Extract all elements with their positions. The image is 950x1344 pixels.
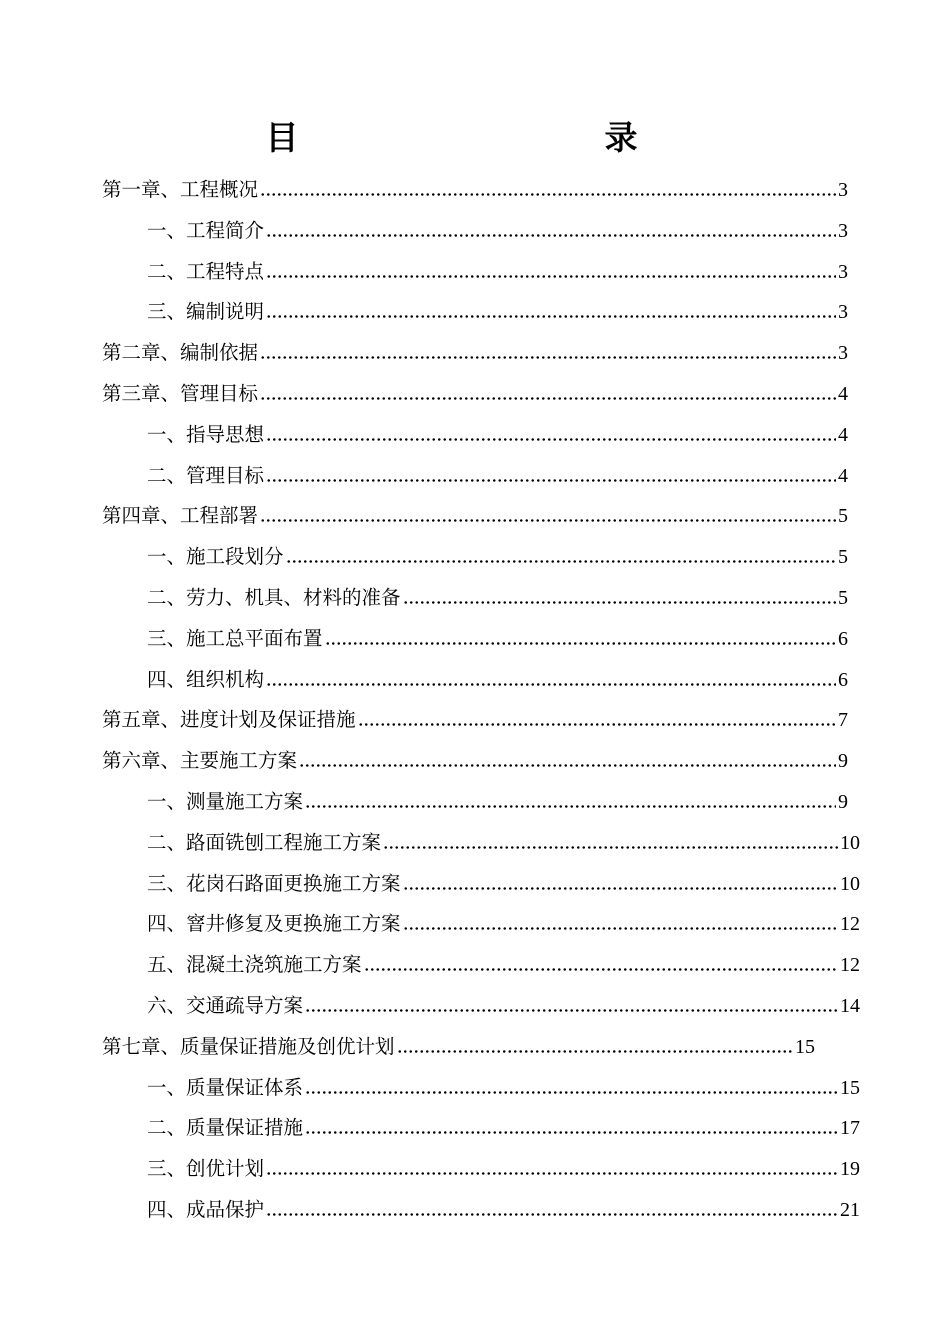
- toc-entry-label: 第六章、主要施工方案: [102, 749, 298, 773]
- toc-page-number: 4: [838, 383, 848, 405]
- toc-page-number: 5: [838, 546, 848, 569]
- toc-entry-label: 第一章、工程概况: [102, 178, 259, 201]
- toc-entry-label: 第二章、编制依据: [102, 341, 259, 365]
- toc-page-number: 12: [840, 954, 860, 977]
- toc-dot-leader: [260, 374, 836, 414]
- toc-section-entry[interactable]: [147, 252, 848, 292]
- toc-dot-leader: [266, 211, 836, 251]
- toc-chapter-entry[interactable]: [102, 170, 848, 210]
- toc-section-entry[interactable]: [147, 211, 848, 251]
- toc-chapter-entry[interactable]: [102, 496, 848, 536]
- toc-section-entry[interactable]: [147, 1068, 860, 1108]
- toc-dot-leader: [305, 1108, 838, 1148]
- toc-dot-leader: [266, 1149, 838, 1189]
- toc-dot-leader: [305, 986, 838, 1026]
- toc-dot-leader: [260, 496, 836, 536]
- toc-page-number: 21: [840, 1199, 860, 1221]
- toc-dot-leader: [383, 823, 838, 863]
- toc-entry-label: 第三章、管理目标: [102, 382, 259, 405]
- toc-dot-leader: [266, 660, 836, 700]
- toc-page-number: 17: [840, 1117, 860, 1140]
- toc-dot-leader: [266, 1190, 838, 1230]
- toc-dot-leader: [305, 1068, 838, 1108]
- toc-dot-leader: [286, 537, 836, 577]
- toc-entry-label: 第四章、工程部署: [102, 504, 259, 528]
- toc-section-entry[interactable]: [147, 415, 848, 455]
- toc-page-number: 15: [795, 1035, 815, 1058]
- toc-page-number: 3: [838, 179, 848, 201]
- toc-section-entry[interactable]: [147, 1149, 860, 1189]
- toc-dot-leader: [266, 252, 836, 292]
- toc-dot-leader: [325, 619, 836, 659]
- toc-page-number: 3: [838, 301, 848, 324]
- toc-chapter-entry[interactable]: [102, 1027, 815, 1067]
- toc-section-entry[interactable]: [147, 619, 848, 659]
- toc-entry-label: 一、工程简介: [147, 218, 265, 242]
- toc-page-number: 7: [838, 709, 848, 732]
- toc-page-number: 4: [838, 423, 848, 446]
- toc-entry-label: 三、花岗石路面更换施工方案: [147, 871, 401, 895]
- toc-section-entry[interactable]: [147, 456, 848, 496]
- toc-section-entry[interactable]: [147, 578, 848, 618]
- toc-chapter-entry[interactable]: [102, 374, 848, 414]
- toc-section-entry[interactable]: [147, 823, 860, 863]
- toc-page-number: 5: [838, 505, 848, 528]
- toc-entry-label: 三、创优计划: [147, 1157, 265, 1181]
- toc-dot-leader: [403, 904, 838, 944]
- toc-page-number: 14: [840, 995, 860, 1017]
- toc-page-number: 9: [838, 750, 848, 773]
- toc-entry-label: 四、组织机构: [147, 667, 265, 691]
- toc-dot-leader: [299, 741, 836, 781]
- toc-page-number: 3: [838, 260, 848, 283]
- toc-dot-leader: [266, 456, 836, 496]
- toc-section-entry[interactable]: [147, 945, 860, 985]
- toc-section-entry[interactable]: [147, 904, 860, 944]
- toc-entry-label: 一、指导思想: [147, 422, 265, 446]
- toc-page-number: 6: [838, 668, 848, 691]
- toc-entry-label: 一、测量施工方案: [147, 790, 304, 813]
- toc-entry-label: 二、劳力、机具、材料的准备: [147, 586, 401, 609]
- toc-dot-leader: [260, 333, 836, 373]
- toc-section-entry[interactable]: [147, 1190, 860, 1230]
- toc-dot-leader: [403, 864, 838, 904]
- toc-entry-label: 二、路面铣刨工程施工方案: [147, 830, 382, 854]
- toc-page-number: 12: [840, 913, 860, 936]
- toc-entry-label: 二、质量保证措施: [147, 1116, 304, 1140]
- toc-entry-label: 一、质量保证体系: [147, 1075, 304, 1099]
- toc-entry-label: 一、施工段划分: [147, 545, 284, 569]
- toc-entry-label: 四、成品保护: [147, 1198, 265, 1221]
- toc-dot-leader: [266, 415, 836, 455]
- toc-page-number: 19: [840, 1158, 860, 1181]
- toc-entry-label: 三、编制说明: [147, 300, 265, 324]
- toc-entry-label: 五、混凝土浇筑施工方案: [147, 953, 362, 977]
- toc-section-entry[interactable]: [147, 782, 848, 822]
- toc-section-entry[interactable]: [147, 986, 860, 1026]
- toc-entry-label: 第五章、进度计划及保证措施: [102, 708, 356, 732]
- toc-entry-label: 二、工程特点: [147, 259, 265, 283]
- toc-section-entry[interactable]: [147, 864, 860, 904]
- toc-entry-label: 三、施工总平面布置: [147, 626, 323, 650]
- toc-page-number: 3: [838, 342, 848, 365]
- toc-section-entry[interactable]: [147, 1108, 860, 1148]
- toc-title: 目 录: [265, 118, 718, 157]
- toc-entry-label: 第七章、质量保证措施及创优计划: [102, 1034, 395, 1058]
- toc-page-number: 5: [838, 587, 848, 609]
- toc-dot-leader: [305, 782, 836, 822]
- toc-entry-label: 六、交通疏导方案: [147, 994, 304, 1017]
- toc-dot-leader: [358, 700, 836, 740]
- toc-dot-leader: [397, 1027, 793, 1067]
- toc-section-entry[interactable]: [147, 660, 848, 700]
- toc-page-number: 10: [840, 872, 860, 895]
- toc-dot-leader: [403, 578, 836, 618]
- toc-entry-label: 四、窨井修复及更换施工方案: [147, 912, 401, 936]
- toc-page-number: 15: [840, 1076, 860, 1099]
- toc-chapter-entry[interactable]: [102, 700, 848, 740]
- toc-page-number: 4: [838, 464, 848, 487]
- toc-dot-leader: [364, 945, 838, 985]
- toc-section-entry[interactable]: [147, 537, 848, 577]
- toc-page-number: 10: [840, 831, 860, 854]
- toc-page-number: 3: [838, 219, 848, 242]
- toc-entry-label: 二、管理目标: [147, 463, 265, 487]
- toc-dot-leader: [266, 292, 836, 332]
- toc-dot-leader: [260, 170, 836, 210]
- toc-chapter-entry[interactable]: [102, 741, 848, 781]
- toc-page-number: 9: [838, 791, 848, 813]
- toc-section-entry[interactable]: [147, 292, 848, 332]
- toc-chapter-entry[interactable]: [102, 333, 848, 373]
- toc-page-number: 6: [838, 627, 848, 650]
